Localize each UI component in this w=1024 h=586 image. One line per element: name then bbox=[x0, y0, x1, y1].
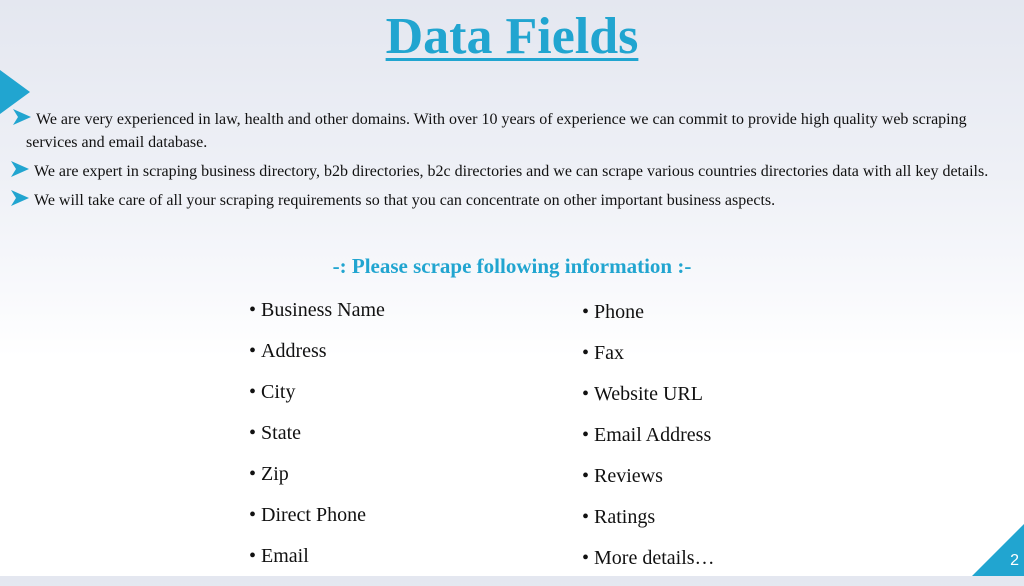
arrow-bullet-icon bbox=[10, 160, 30, 178]
list-bullet-dot: • bbox=[582, 301, 590, 323]
field-label: City bbox=[261, 381, 296, 403]
field-label: Reviews bbox=[594, 465, 663, 487]
intro-bullet-text: We will take care of all your scraping requirements so that you can concentrate on other important business aspects. bbox=[34, 192, 776, 209]
field-label: State bbox=[261, 422, 302, 444]
list-bullet-dot: • bbox=[582, 383, 590, 405]
list-item bbox=[249, 461, 385, 502]
intro-bullet bbox=[10, 189, 1010, 212]
list-item bbox=[249, 420, 385, 461]
list-item bbox=[582, 299, 715, 340]
field-label: Zip bbox=[261, 463, 289, 485]
list-item bbox=[582, 545, 715, 586]
field-label: Direct Phone bbox=[261, 504, 366, 526]
field-label: Phone bbox=[594, 301, 645, 323]
list-bullet-dot: • bbox=[582, 342, 590, 364]
list-item bbox=[582, 463, 715, 504]
list-bullet-dot: • bbox=[249, 381, 257, 403]
list-item bbox=[249, 379, 385, 420]
list-bullet-dot: • bbox=[582, 506, 590, 528]
list-bullet-dot: • bbox=[582, 547, 590, 569]
intro-bullet bbox=[10, 160, 1010, 183]
list-item bbox=[249, 338, 385, 379]
field-label: Ratings bbox=[594, 506, 656, 528]
arrow-bullet-icon bbox=[12, 108, 32, 126]
intro-bullet-text: We are expert in scraping business directory, b2b directories, b2c directories and we can scrape various countries directories data with all key details. bbox=[34, 163, 989, 180]
list-item bbox=[582, 381, 715, 422]
list-item bbox=[582, 422, 715, 463]
list-bullet-dot: • bbox=[249, 545, 257, 567]
field-label: Business Name bbox=[261, 299, 385, 321]
intro-bullet-text: We are very experienced in law, health and other domains. With over 10 years of experience we can commit to provide high quality web scraping services and email database. bbox=[26, 111, 967, 151]
fields-list-left bbox=[249, 297, 385, 584]
list-item bbox=[249, 502, 385, 543]
list-bullet-dot: • bbox=[249, 422, 257, 444]
section-subheading: -: Please scrape following information :- bbox=[332, 254, 692, 278]
list-bullet-dot: • bbox=[249, 504, 257, 526]
list-item bbox=[249, 297, 385, 338]
field-label: Address bbox=[261, 340, 327, 362]
field-label: Fax bbox=[594, 342, 625, 364]
intro-bullet bbox=[10, 108, 1010, 154]
arrow-bullet-icon bbox=[10, 189, 30, 207]
list-item bbox=[582, 504, 715, 545]
list-bullet-dot: • bbox=[249, 463, 257, 485]
fields-list-right bbox=[582, 299, 715, 586]
field-label: Email bbox=[261, 545, 309, 567]
page-number: 2 bbox=[1010, 552, 1019, 569]
list-item bbox=[249, 543, 385, 584]
field-label: Email Address bbox=[594, 424, 712, 446]
field-label: Website URL bbox=[594, 383, 703, 405]
list-item bbox=[582, 340, 715, 381]
list-bullet-dot: • bbox=[249, 340, 257, 362]
list-bullet-dot: • bbox=[249, 299, 257, 321]
intro-bullet-list bbox=[10, 108, 1010, 218]
list-bullet-dot: • bbox=[582, 465, 590, 487]
field-label: More details… bbox=[594, 547, 715, 569]
list-bullet-dot: • bbox=[582, 424, 590, 446]
slide-title: Data Fields bbox=[385, 8, 639, 65]
